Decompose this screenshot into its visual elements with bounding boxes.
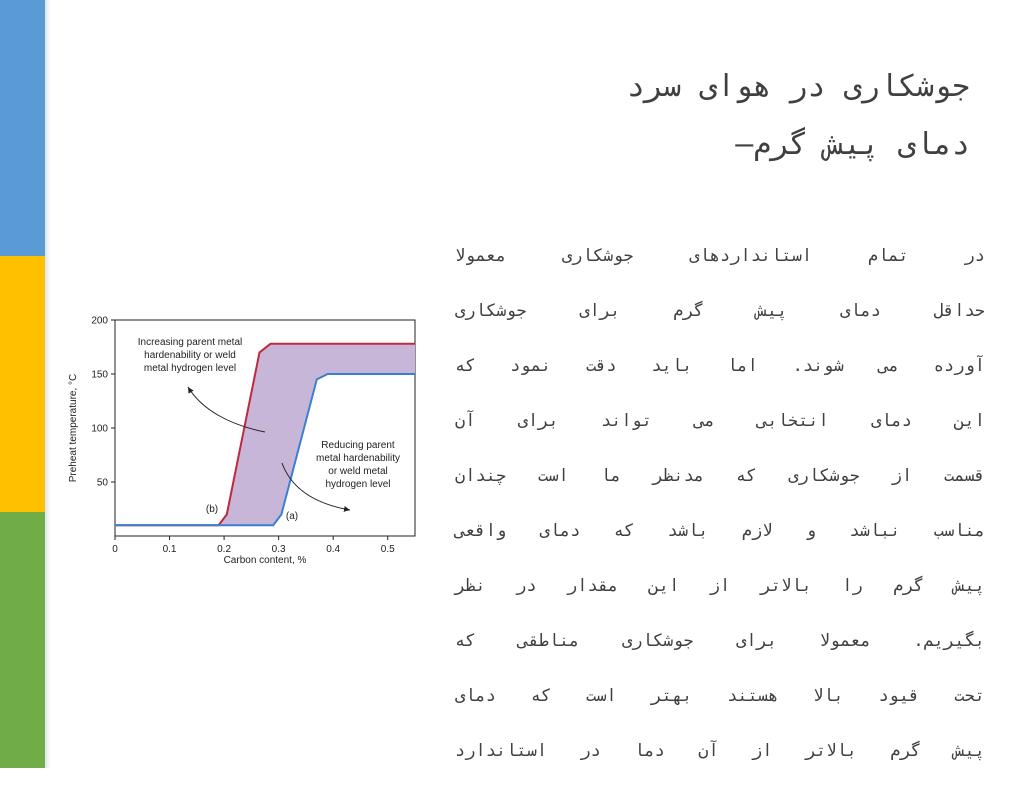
y-tick-label: 200 xyxy=(91,315,108,327)
body-line: آورده می شوند. اما باید دقت نمود که xyxy=(455,356,985,376)
y-tick-label: 100 xyxy=(91,423,108,435)
y-axis-label: Preheat temperature, °C xyxy=(68,373,79,483)
x-axis-ticks xyxy=(112,536,395,555)
y-axis-ticks xyxy=(91,316,115,489)
y-tick-label: 50 xyxy=(96,477,108,489)
body-line: این دمای انتخابی می تواند برای آن xyxy=(455,411,985,431)
curve-a-label: (a) xyxy=(285,511,299,522)
y-tick-label: 150 xyxy=(91,369,108,381)
body-line: تحت قیود بالا هستند بهتر است که دمای xyxy=(455,686,985,706)
body-line: بگیریم. معمولا برای جوشکاری مناطقی که xyxy=(455,631,985,651)
body-line: مناسب نباشد و لازم باشد که دمای واقعی xyxy=(455,521,985,541)
accent-bar-edge xyxy=(45,0,51,768)
slide-body xyxy=(455,235,985,785)
body-line: حداقل دمای پیش گرم برای جوشکاری xyxy=(455,301,985,321)
body-line: در تمام استانداردهای جوشکاری معمولا xyxy=(455,246,985,266)
body-line: پیش گرم بالاتر از آن دما در استاندارد xyxy=(455,741,985,761)
accent-bar-yellow xyxy=(0,256,45,512)
slide-title-line-1: جوشکاری در هوای سرد xyxy=(626,69,970,104)
annotation-reducing-3: or weld metal xyxy=(328,466,388,477)
body-line: پیش گرم را بالاتر از این مقدار در نظر xyxy=(455,576,985,596)
curve-b-label: (b) xyxy=(205,504,219,515)
annotation-increasing-3: metal hydrogen level xyxy=(143,363,237,374)
x-tick-label: 0.1 xyxy=(162,544,177,555)
x-axis-label: Carbon content, % xyxy=(223,555,307,566)
slide-title-line-2: دمای پیش گرم– xyxy=(735,127,970,162)
x-tick-label: 0 xyxy=(112,544,118,555)
body-line: قسمت از جوشکاری که مدنظر ما است چندان xyxy=(455,466,985,486)
slide-title xyxy=(470,58,970,174)
x-tick-label: 0.4 xyxy=(326,544,341,555)
annotation-increasing-2: hardenability or weld xyxy=(144,350,236,361)
preheat-chart xyxy=(60,305,430,580)
x-tick-label: 0.3 xyxy=(271,544,286,555)
x-tick-label: 0.5 xyxy=(380,544,395,555)
accent-bar-blue xyxy=(0,0,45,256)
annotation-reducing-1: Reducing parent xyxy=(321,440,395,451)
annotation-increasing-1: Increasing parent metal xyxy=(137,337,243,348)
accent-bar-green xyxy=(0,512,45,768)
annotation-reducing-4: hydrogen level xyxy=(325,479,391,490)
annotation-reducing-2: metal hardenability xyxy=(316,453,400,464)
x-tick-label: 0.2 xyxy=(217,544,232,555)
